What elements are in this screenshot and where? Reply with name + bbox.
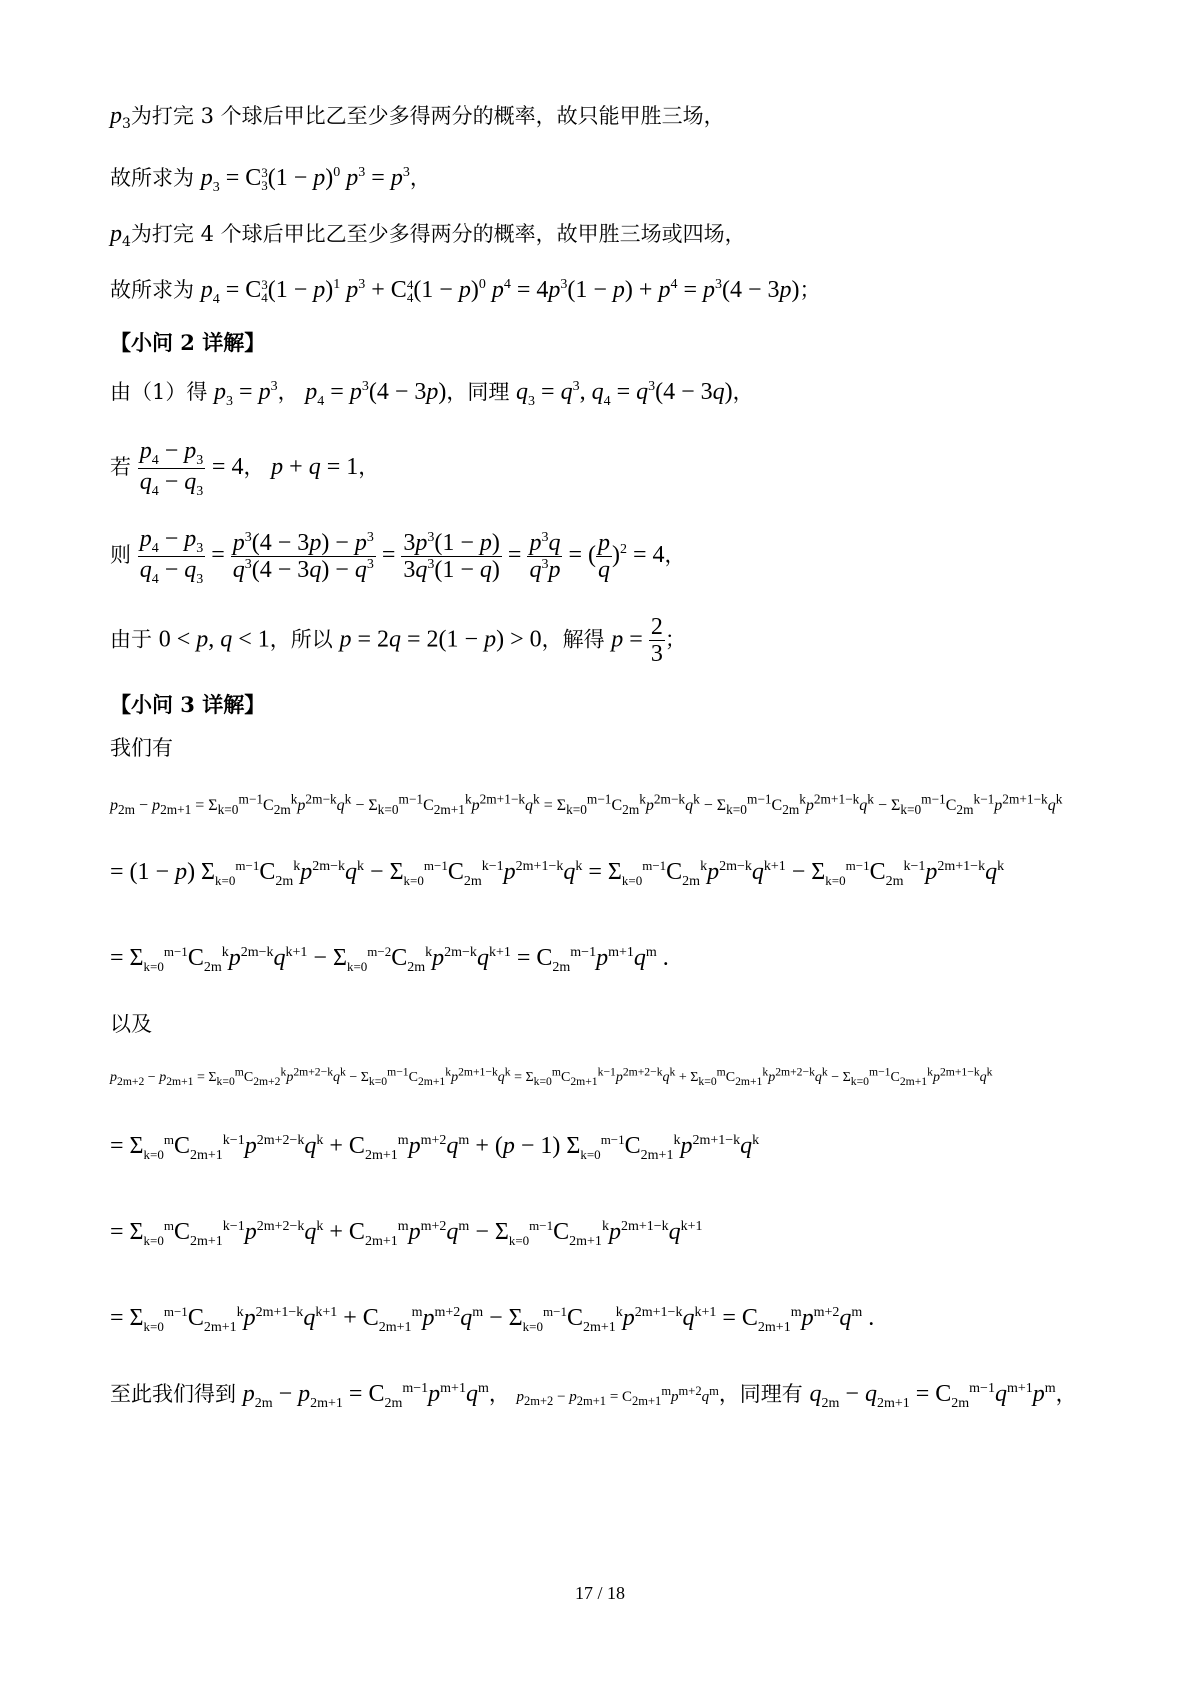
formula-line: = $\Sigma_{k=0}^mC_{2m+1}^{k-1}p^{2m+2-k}q^k + C_{2m+1}^mp^{m+2}q^m - \Sigma_{k=0}^{m-1}C_{2m+1}^kp^{2m+1-k}q^{k+1}$ [110,1218,703,1249]
formula-line: $p_{2m} - p_{2m+1} = \Sigma_{k=0}^{m-1}C_{2m}^kp^{2m-k}q^k - \Sigma_{k=0}^{m-1}C_{2m+1}^kp^{2m+1-k}q^k = \Sigma_{k=0}^{m-1}C_{2m}^kp^{2m-k}q^k - \Sigma_{k=0}^{m-1}C_{2m}^kp^{2m+1-k}q^k - \Sigma_{k=0}^{m-1}C_{2m}^{k-1}p^{2m+1-k}q^k$ [110,792,1063,818]
text-line: $p_4$为打完 4 个球后甲比乙至少多得两分的概率，故甲胜三场或四场， [110,221,746,251]
formula-line: = $\Sigma_{k=0}^{m-1}C_{2m+1}^kp^{2m+1-k}q^{k+1} + C_{2m+1}^mp^{m+2}q^m - \Sigma_{k=0}^{m-1}C_{2m+1}^kp^{2m+1-k}q^{k+1} = C_{2m+1}^mp^{m+2}q^m$ . [110,1304,875,1335]
formula-line: = $\Sigma_{k=0}^mC_{2m+1}^{k-1}p^{2m+2-k}q^k + C_{2m+1}^mp^{m+2}q^m + (p - 1)$ $\Sigma_{k=0}^{m-1}C_{2m+1}^kp^{2m+1-k}q^k$ [110,1132,760,1163]
text-line: 我们有 [110,736,173,760]
text-line: 若 $\frac{p_4 - p_3}{q_4 - q_3}$ = 4， p + q = 1， [110,438,380,499]
text-line: $p_3$为打完 3 个球后甲比乙至少多得两分的概率，故只能甲胜三场， [110,103,725,133]
section-heading: 【小问 2 详解】 [110,330,266,355]
formula-line: = (1 − p) $\Sigma_{k=0}^{m-1}C_{2m}^kp^{2m-k}q^k - \Sigma_{k=0}^{m-1}C_{2m}^{k-1}p^{2m+1-k}q^k = \Sigma_{k=0}^{m-1}C_{2m}^kp^{2m-k}q^{k+1} - \Sigma_{k=0}^{m-1}C_{2m}^{k-1}p^{2m+1-k}q^k$ [110,858,1005,889]
text-line: 故所求为 $p_4 = C$ 3 4 $(1 - p)^1$ $p^3 + C$ 4 4 $(1 - p)^0$ $p^4 = 4p^3(1 - p) + p^4 = p^3(4 - 3p)$； [110,277,821,307]
formula-line: $p_{2m+2} - p_{2m+1} = \Sigma_{k=0}^mC_{2m+2}^kp^{2m+2-k}q^k - \Sigma_{k=0}^{m-1}C_{2m+1}^kp^{2m+1-k}q^k = \Sigma_{k=0}^mC_{2m+1}^{k-1}p^{2m+2-k}q^k + \Sigma_{k=0}^mC_{2m+1}^kp^{2m+2-k}q^k - \Sigma_{k=0}^{m-1}C_{2m+1}^kp^{2m+1-k}q^k$ [110,1065,993,1088]
text-line: 至此我们得到 $p_{2m} - p_{2m+1} = C_{2m}^{m-1}p^{m+1}q^m$， $p_{2m+2} - p_{2m+1} = C_{2m+1}^mp^{m+2}q^m$，同理有 $q_{2m} - q_{2m+1} = C_{2m}^{m-1}q^{m+1}p^m$， [110,1381,1077,1411]
formula-line: = $\Sigma_{k=0}^{m-1}C_{2m}^kp^{2m-k}q^{k+1} - \Sigma_{k=0}^{m-2}C_{2m}^kp^{2m-k}q^{k+1} = C_{2m}^{m-1}p^{m+1}q^m$ . [110,944,669,975]
text-line: 由于 0 < p, q < 1，所以 p = 2q = 2(1 − p) > 0，解得 p = $\frac{2}{3}$ ； [110,614,686,668]
text-line: 以及 [110,1012,152,1036]
section-heading: 【小问 3 详解】 [110,692,266,717]
text-line: 则 $\frac{p_4 - p_3}{q_4 - q_3}$ = $\frac{p^3(4 - 3p) - p^3}{q^3(4 - 3q) - q^3}$ = $\frac{3p^3(1 - p)}{3q^3(1 - q)}$ = $\frac{p^3q}{q^3p}$ = ( $\frac{p}{q}$ )$^2$ = 4， [110,526,686,587]
page-number: 17 / 18 [574,1583,625,1603]
text-line: 由（1）得 $p_3 = p^3$， $p_4 = p^3(4 - 3p)$，同理 $q_3 = q^3$, $q_4 = q^3(4 - 3q)$， [110,379,754,409]
text-line: 故所求为 $p_3 = C$ 3 3 $(1 - p)^0$ $p^3 = p^3$， [110,165,431,195]
